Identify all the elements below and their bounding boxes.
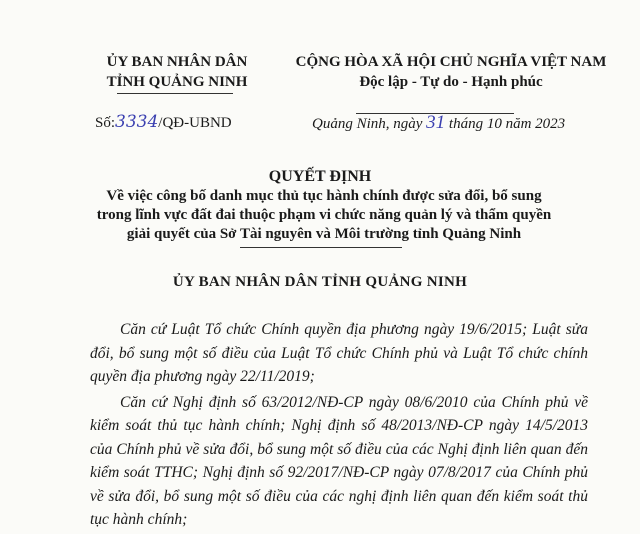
national-motto (270, 52, 632, 92)
document-number-suffix: /QĐ-UBND (158, 115, 232, 131)
document-body (90, 318, 588, 534)
issue-date-suffix: tháng 10 năm 2023 (448, 116, 566, 132)
issue-date-prefix: Quảng Ninh, ngày (312, 116, 423, 132)
subject-underline (240, 247, 402, 248)
subject-line1: Về việc công bố danh mục thủ tục hành chính được sửa đổi, bổ sung (106, 188, 542, 204)
issue-date (312, 112, 565, 134)
motto: Độc lập - Tự do - Hạnh phúc (359, 74, 543, 90)
organization-heading: ỦY BAN NHÂN DÂN TỈNH QUẢNG NINH (172, 274, 468, 290)
subject-line2: trong lĩnh vực đất đai thuộc phạm vi chức năng quản lý và thẩm quyền (96, 207, 552, 223)
issuing-authority-line2: TỈNH QUẢNG NINH (106, 74, 248, 90)
document-title: QUYẾT ĐỊNH (268, 168, 372, 185)
issuing-authority (92, 52, 262, 92)
document-number (95, 112, 232, 132)
document-subject (60, 187, 588, 244)
authority-underline (117, 93, 233, 94)
issue-date-day: 31 (426, 112, 446, 133)
paragraph: Căn cứ Luật Tổ chức Chính quyền địa phương ngày 19/6/2015; Luật sửa đổi, bổ sung một số điều của Luật Tổ chức Chính phủ và Luật Tổ chức chính quyền địa phương ngày 22/11/2019; (90, 321, 588, 385)
document-number-prefix: Số: (95, 115, 116, 131)
country-name: CỘNG HÒA XÃ HỘI CHỦ NGHĨA VIỆT NAM (295, 54, 607, 70)
issuing-authority-line1: ỦY BAN NHÂN DÂN (106, 54, 248, 70)
document-number-handwritten: 3334 (115, 112, 159, 132)
paragraph: Căn cứ Nghị định số 63/2012/NĐ-CP ngày 08/6/2010 của Chính phủ về kiểm soát thủ tục hành chính; Nghị định số 48/2013/NĐ-CP ngày 14/5/2013 của Chính phủ về sửa đổi, bổ sung một số điều của các Nghị định liên quan đến kiểm soát TTHC; Nghị định số 92/2017/NĐ-CP ngày 07/8/2017 của Chính phủ về sửa đổi, bổ sung một số điều của các nghị định liên quan đến kiểm soát thủ tục hành chính; (90, 393, 588, 528)
subject-line3: giải quyết của Sở Tài nguyên và Môi trường tỉnh Quảng Ninh (126, 226, 522, 242)
